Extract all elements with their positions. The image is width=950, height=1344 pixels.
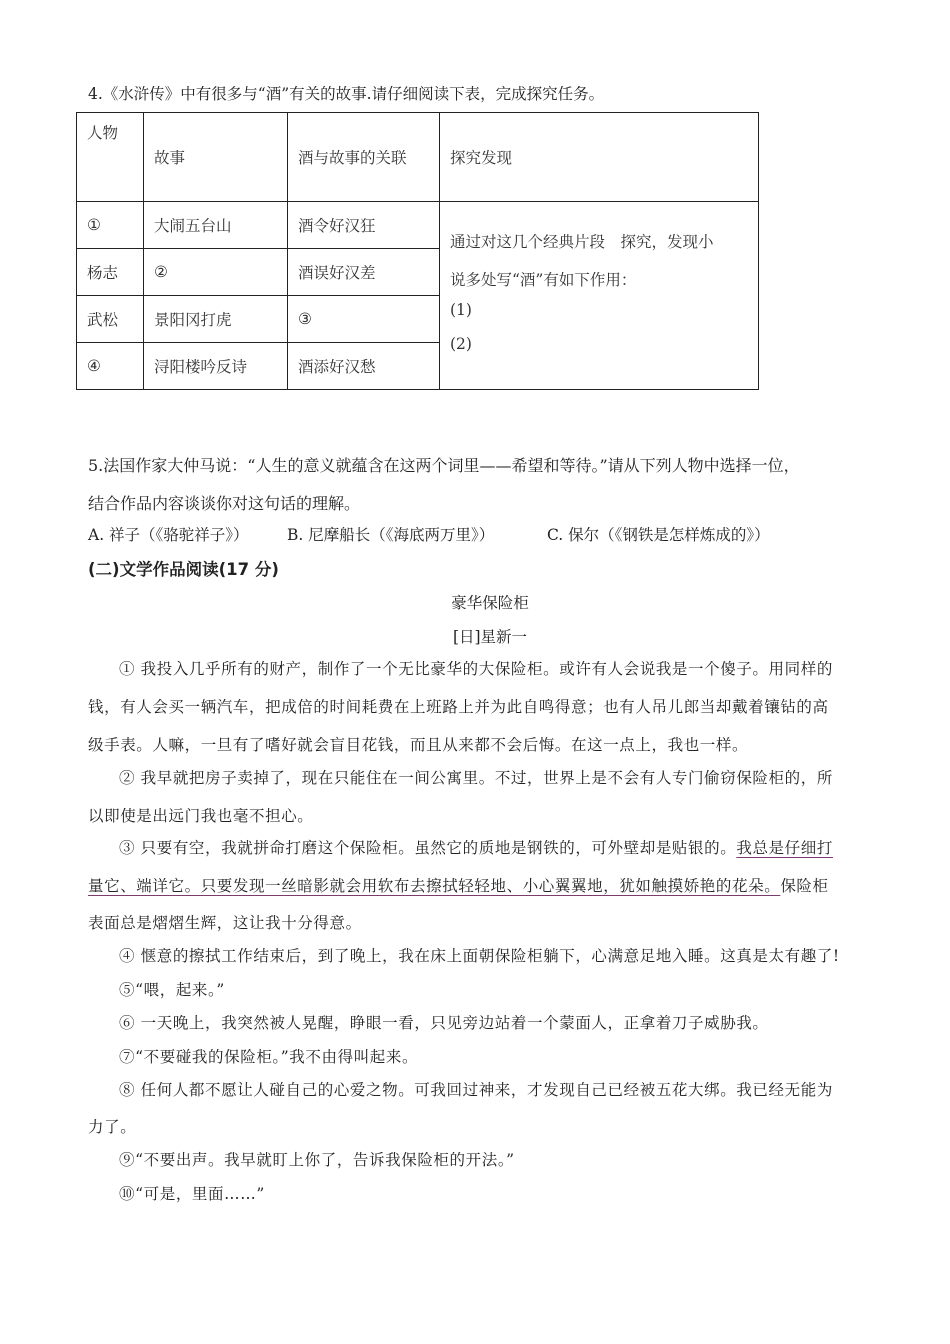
q4-prompt: 4.《水浒传》中有很多与“酒”有关的故事.请仔细阅读下表，完成探究任务。 <box>88 85 605 103</box>
row2-story: ② <box>144 249 288 296</box>
row4-story: 浔阳楼吟反诗 <box>144 343 288 390</box>
header-character: 人物 <box>77 113 144 202</box>
paragraph-3-line-3: 表面总是熠熠生辉，这让我十分得意。 <box>88 914 362 932</box>
paragraph-1-line-3: 级手表。人嘛，一旦有了嗜好就会盲目花钱，而且从来都不会后悔。在这一点上，我也一样。 <box>88 736 749 754</box>
paragraph-1-line-1: ① 我投入几乎所有的财产，制作了一个无比豪华的大保险柜。或许有人会说我是一个傻子。用同样的 <box>119 660 833 678</box>
table-header-row <box>77 113 759 202</box>
header-findings: 探究发现 <box>440 113 759 202</box>
paragraph-2-line-2: 以即使是出远门我也毫不担心。 <box>88 807 314 825</box>
q5-line-2: 结合作品内容谈谈你对这句话的理解。 <box>88 494 361 513</box>
row3-story: 景阳冈打虎 <box>144 296 288 343</box>
story-author: [日]星新一 <box>452 628 528 646</box>
paragraph-3-line-2 <box>88 874 829 896</box>
finding-blank-2: (2) <box>450 335 472 353</box>
paragraph-7: ⑦“不要碰我的保险柜。”我不由得叫起来。 <box>119 1048 419 1066</box>
finding-blank-1: (1) <box>450 301 472 319</box>
finding-line-1: 通过对这几个经典片段 探究，发现小 <box>450 233 714 251</box>
row4-character: ④ <box>77 343 144 390</box>
header-story: 故事 <box>144 113 288 202</box>
header-wine-relation: 酒与故事的关联 <box>288 113 440 202</box>
row1-character: ① <box>77 202 144 249</box>
paragraph-9: ⑨“不要出声。我早就盯上你了，告诉我保险柜的开法。” <box>119 1151 515 1169</box>
paragraph-3-plain-cont: 保险柜 <box>780 877 829 895</box>
paragraph-8-line-2: 力了。 <box>88 1118 137 1136</box>
paragraph-3-plain: ③ 只要有空，我就拼命打磨这个保险柜。虽然它的质地是钢铁的，可外壁却是贴银的。 <box>119 839 737 857</box>
paragraph-3-line-1 <box>119 836 833 858</box>
section-heading: (二)文学作品阅读(17 分) <box>88 560 279 579</box>
row2-character: 杨志 <box>77 249 144 296</box>
row3-relation: ③ <box>288 296 440 343</box>
wine-stories-table <box>76 112 759 390</box>
row1-relation: 酒令好汉狂 <box>288 202 440 249</box>
q5-option-c: C. 保尔（《钢铁是怎样炼成的》） <box>547 526 770 544</box>
q5-line-1: 5.法国作家大仲马说：“人生的意义就蕴含在这两个词里——希望和等待。”请从下列人物中选择一位， <box>88 456 800 475</box>
q5-option-a: A. 祥子（《骆驼祥子》） <box>88 526 249 544</box>
paragraph-3-underlined-cont: 量它、端详它。只要发现一丝暗影就会用软布去擦拭轻轻地、小心翼翼地，犹如触摸娇艳的花朵。 <box>88 877 781 895</box>
story-title: 豪华保险柜 <box>451 594 529 612</box>
row3-character: 武松 <box>77 296 144 343</box>
row1-story: 大闹五台山 <box>144 202 288 249</box>
paragraph-6: ⑥ 一天晚上，我突然被人晃醒，睁眼一看，只见旁边站着一个蒙面人，正拿着刀子威胁我。 <box>119 1014 769 1032</box>
paragraph-4: ④ 惬意的擦拭工作结束后，到了晚上，我在床上面朝保险柜躺下，心满意足地入睡。这真是太有趣了! <box>119 947 840 965</box>
paragraph-2-line-1: ② 我早就把房子卖掉了，现在只能住在一间公寓里。不过，世界上是不会有人专门偷窃保险柜的，所 <box>119 769 833 787</box>
paragraph-1-line-2: 钱，有人会买一辆汽车，把成倍的时间耗费在上班路上并为此自鸣得意；也有人吊儿郎当却戴着镶钻的高 <box>88 698 829 716</box>
paragraph-5: ⑤“喂，起来。” <box>119 981 225 999</box>
row4-relation: 酒添好汉愁 <box>288 343 440 390</box>
row2-relation: 酒误好汉差 <box>288 249 440 296</box>
table-row <box>77 202 759 249</box>
findings-cell <box>440 202 759 390</box>
paragraph-3-underlined: 我总是仔细打 <box>736 839 833 857</box>
paragraph-10: ⑩“可是，里面……” <box>119 1185 265 1203</box>
q5-option-b: B. 尼摩船长（《海底两万里》） <box>287 526 495 544</box>
finding-line-2: 说多处写“酒”有如下作用： <box>450 271 637 289</box>
paragraph-8-line-1: ⑧ 任何人都不愿让人碰自己的心爱之物。可我回过神来，才发现自己已经被五花大绑。我已经无能为 <box>119 1081 833 1099</box>
